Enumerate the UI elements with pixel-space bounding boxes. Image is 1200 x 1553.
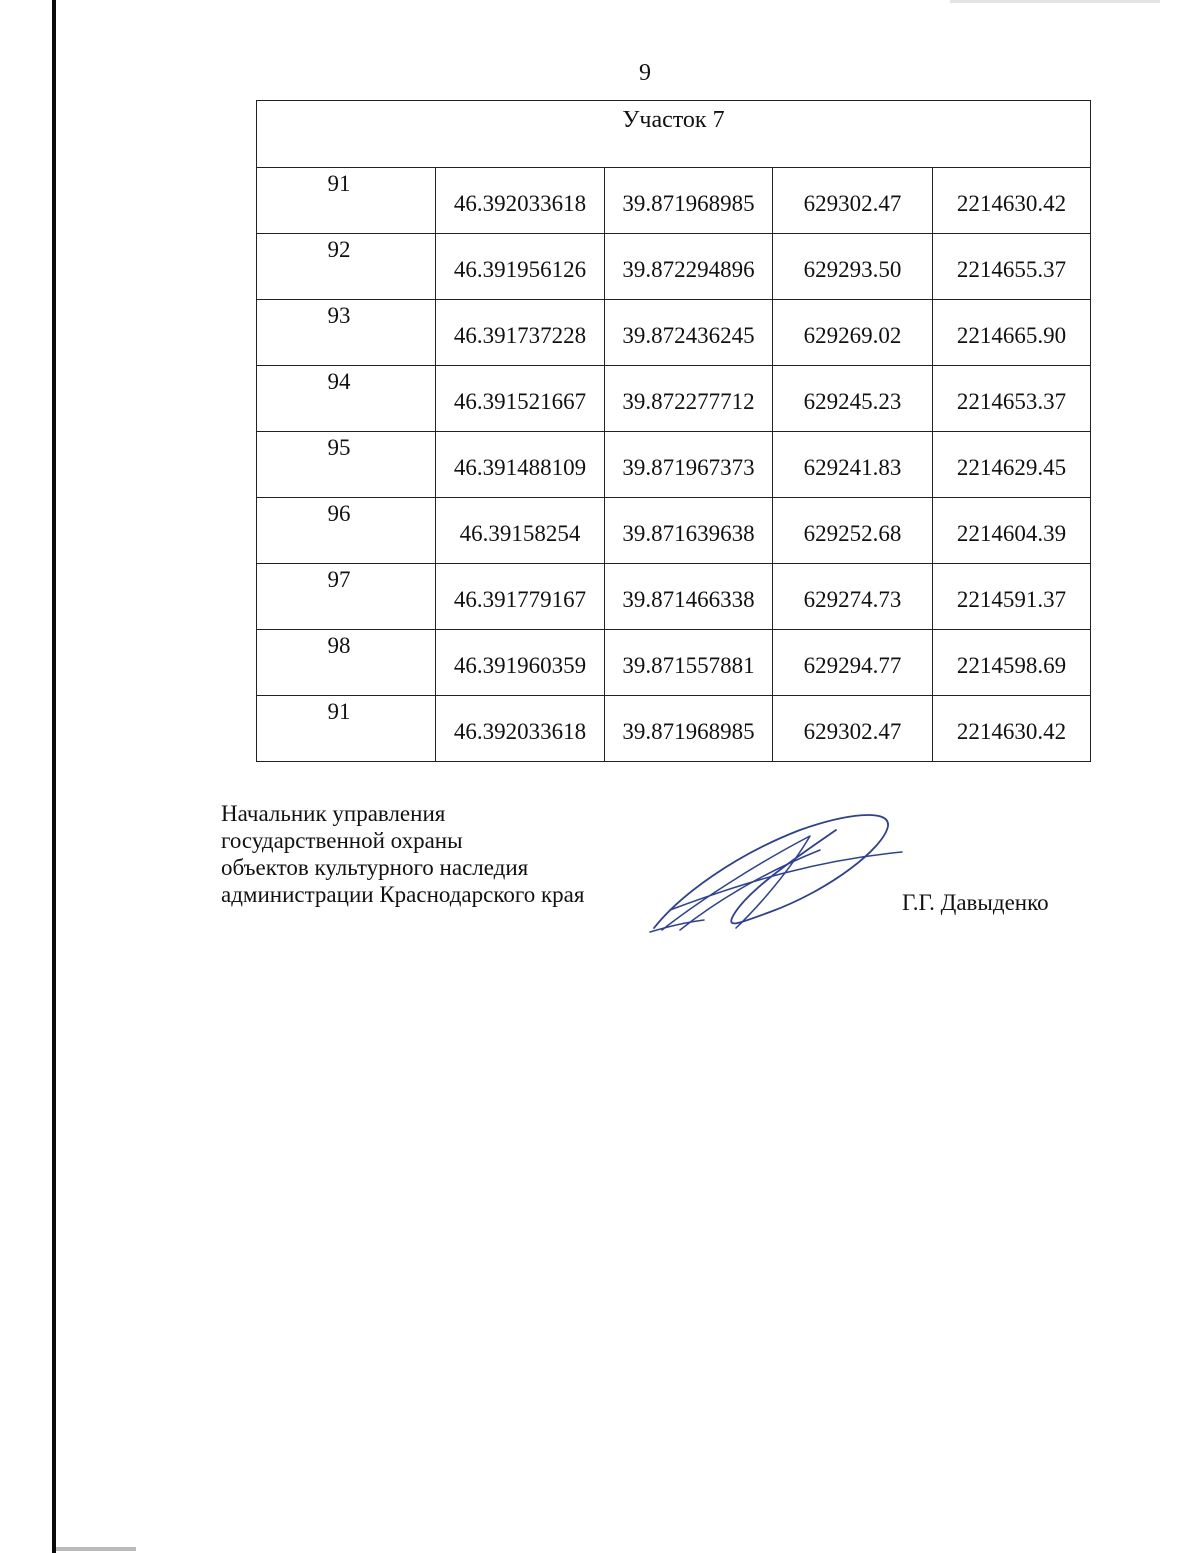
longitude-cell: 39.872294896 — [605, 234, 773, 300]
table-row — [257, 432, 1091, 498]
scan-edge-bottom — [56, 1547, 136, 1551]
table-row — [257, 498, 1091, 564]
longitude-cell: 39.872277712 — [605, 366, 773, 432]
y-coordinate-cell: 2214598.69 — [933, 630, 1091, 696]
scan-top-mark — [950, 0, 1160, 3]
y-coordinate-cell: 2214630.42 — [933, 168, 1091, 234]
table-row — [257, 300, 1091, 366]
x-coordinate-cell: 629245.23 — [773, 366, 933, 432]
point-number-cell: 95 — [257, 432, 436, 498]
latitude-cell: 46.391488109 — [436, 432, 605, 498]
latitude-cell: 46.391960359 — [436, 630, 605, 696]
longitude-cell: 39.871968985 — [605, 168, 773, 234]
signer-position-line: объектов культурного наследия — [221, 855, 529, 880]
signer-position-block — [221, 800, 584, 908]
y-coordinate-cell: 2214630.42 — [933, 696, 1091, 762]
coordinates-table — [256, 100, 1091, 762]
table-row — [257, 630, 1091, 696]
point-number-cell: 94 — [257, 366, 436, 432]
x-coordinate-cell: 629252.68 — [773, 498, 933, 564]
table-row — [257, 696, 1091, 762]
longitude-cell: 39.871557881 — [605, 630, 773, 696]
x-coordinate-cell: 629241.83 — [773, 432, 933, 498]
point-number-cell: 96 — [257, 498, 436, 564]
x-coordinate-cell: 629293.50 — [773, 234, 933, 300]
latitude-cell: 46.391956126 — [436, 234, 605, 300]
table-row — [257, 366, 1091, 432]
signer-position-line: администрации Краснодарского края — [221, 882, 585, 907]
page-number: 9 — [639, 60, 651, 86]
signer-name: Г.Г. Давыденко — [902, 890, 1049, 915]
y-coordinate-cell: 2214665.90 — [933, 300, 1091, 366]
y-coordinate-cell: 2214653.37 — [933, 366, 1091, 432]
signature-strokes — [650, 815, 902, 932]
table-row — [257, 168, 1091, 234]
signature-stroke — [680, 850, 820, 930]
section-title: Участок 7 — [257, 101, 1091, 168]
signer-position-line: Начальник управления — [221, 801, 446, 826]
longitude-cell: 39.872436245 — [605, 300, 773, 366]
longitude-cell: 39.871967373 — [605, 432, 773, 498]
section-header-row — [257, 101, 1091, 168]
x-coordinate-cell: 629269.02 — [773, 300, 933, 366]
x-coordinate-cell: 629302.47 — [773, 168, 933, 234]
y-coordinate-cell: 2214591.37 — [933, 564, 1091, 630]
point-number-cell: 93 — [257, 300, 436, 366]
x-coordinate-cell: 629294.77 — [773, 630, 933, 696]
handwritten-signature — [640, 800, 910, 940]
signature-stroke — [662, 836, 810, 930]
longitude-cell: 39.871639638 — [605, 498, 773, 564]
table-row — [257, 564, 1091, 630]
x-coordinate-cell: 629274.73 — [773, 564, 933, 630]
latitude-cell: 46.392033618 — [436, 696, 605, 762]
longitude-cell: 39.871968985 — [605, 696, 773, 762]
latitude-cell: 46.391779167 — [436, 564, 605, 630]
point-number-cell: 91 — [257, 168, 436, 234]
x-coordinate-cell: 629302.47 — [773, 696, 933, 762]
signer-position-line: государственной охраны — [221, 828, 463, 853]
latitude-cell: 46.391521667 — [436, 366, 605, 432]
point-number-cell: 97 — [257, 564, 436, 630]
latitude-cell: 46.392033618 — [436, 168, 605, 234]
point-number-cell: 92 — [257, 234, 436, 300]
point-number-cell: 91 — [257, 696, 436, 762]
table-row — [257, 234, 1091, 300]
y-coordinate-cell: 2214604.39 — [933, 498, 1091, 564]
latitude-cell: 46.39158254 — [436, 498, 605, 564]
scan-edge — [52, 0, 56, 1553]
latitude-cell: 46.391737228 — [436, 300, 605, 366]
longitude-cell: 39.871466338 — [605, 564, 773, 630]
point-number-cell: 98 — [257, 630, 436, 696]
y-coordinate-cell: 2214655.37 — [933, 234, 1091, 300]
y-coordinate-cell: 2214629.45 — [933, 432, 1091, 498]
